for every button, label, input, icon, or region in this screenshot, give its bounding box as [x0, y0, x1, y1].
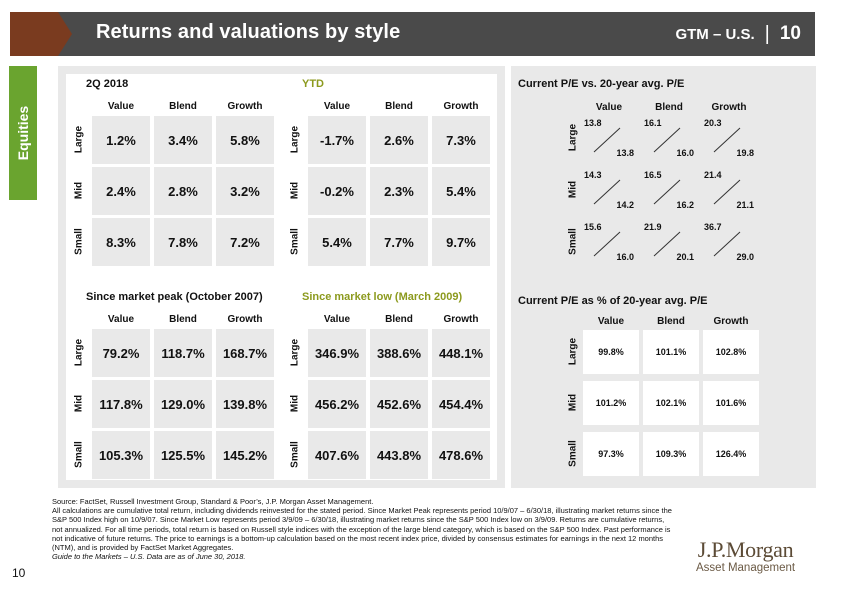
pe-pct-cell: 99.8% [583, 330, 639, 374]
footnote [52, 497, 672, 561]
pe-cell [580, 116, 638, 160]
return-cell: 2.3% [370, 167, 428, 215]
column-header: Growth [227, 101, 263, 112]
page-number: 10 [12, 566, 26, 580]
return-cell: 168.7% [216, 329, 274, 377]
row-header: Large [73, 338, 85, 367]
return-cell: 5.4% [432, 167, 490, 215]
column-header: Blend [169, 101, 197, 112]
footnote-notes: All calculations are cumulative total return, including dividends reinvested for the stated period. Since Market Peak represents period 10/9/07 – 6/30/18, illustrating market returns since the S&P 500 Index high on 10/9/07. Since Market Low represents period 3/9/09 – 6/30/18, illustrating market returns since the S&P 500 Index low on 3/9/09. Returns are cumulative returns, not annualized. For all time periods, total return is based on Russell style indices with the exception of the large blend category, which is based on the S&P 500 Index. Past performance is not indicative of future returns. The price to earnings is a bottom-up calculation based on the most recent index price, divided by consensus estimates for earnings in the next 12 months (NTM), and is provided by FactSet Market Aggregates. [52, 506, 672, 553]
pe-row-header: Large [567, 123, 579, 152]
pe-average-value: 14.2 [616, 200, 634, 210]
return-cell: 443.8% [370, 431, 428, 479]
block-title-peak: Since market peak (October 2007) [86, 291, 263, 303]
pe-current-value: 15.6 [584, 222, 602, 232]
pe-pct-row-header: Mid [567, 393, 579, 412]
return-cell: 3.2% [216, 167, 274, 215]
pe-pct-cell: 109.3% [643, 432, 699, 476]
pe-pct-cell: 97.3% [583, 432, 639, 476]
return-cell: 125.5% [154, 431, 212, 479]
return-cell: 5.4% [308, 218, 366, 266]
return-cell: 448.1% [432, 329, 490, 377]
return-cell: 105.3% [92, 431, 150, 479]
pe-pct-cell: 126.4% [703, 432, 759, 476]
pe-title: Current P/E vs. 20-year avg. P/E [518, 78, 685, 90]
column-header: Value [323, 314, 351, 325]
page-title: Returns and valuations by style [96, 21, 401, 43]
return-cell: 346.9% [308, 329, 366, 377]
return-cell: 7.3% [432, 116, 490, 164]
pe-current-value: 21.4 [704, 170, 722, 180]
pe-current-value: 20.3 [704, 118, 722, 128]
pe-average-value: 16.0 [676, 148, 694, 158]
return-cell: 129.0% [154, 380, 212, 428]
header-page-number: 10 [779, 23, 801, 44]
pe-average-value: 29.0 [736, 252, 754, 262]
pe-current-value: 16.5 [644, 170, 662, 180]
header-meta [675, 23, 801, 45]
logo-name: J.P.Morgan [697, 537, 794, 562]
column-header: Blend [385, 314, 413, 325]
row-header: Small [73, 228, 85, 255]
pe-current-value: 14.3 [584, 170, 602, 180]
row-header: Mid [289, 181, 301, 200]
pe-cell [700, 220, 758, 264]
pe-column-header: Value [595, 102, 623, 113]
return-cell: 139.8% [216, 380, 274, 428]
pe-cell [700, 168, 758, 212]
pe-pct-cell: 101.2% [583, 381, 639, 425]
block-title-ytd: YTD [302, 78, 324, 90]
return-cell: 3.4% [154, 116, 212, 164]
title-bar [10, 12, 815, 56]
pe-pct-column-header: Growth [713, 316, 749, 327]
block-title-low: Since market low (March 2009) [302, 291, 463, 303]
row-header: Mid [289, 394, 301, 413]
return-cell: 2.6% [370, 116, 428, 164]
pe-average-value: 16.0 [616, 252, 634, 262]
column-header: Blend [169, 314, 197, 325]
column-header: Value [107, 314, 135, 325]
return-cell: 2.4% [92, 167, 150, 215]
column-header: Growth [443, 101, 479, 112]
return-cell: 454.4% [432, 380, 490, 428]
return-cell: 456.2% [308, 380, 366, 428]
column-header: Growth [227, 314, 263, 325]
column-header: Growth [443, 314, 479, 325]
column-header: Value [323, 101, 351, 112]
return-cell: 388.6% [370, 329, 428, 377]
pe-pct-row-header: Small [567, 440, 579, 467]
row-header: Small [289, 441, 301, 468]
pe-cell [640, 116, 698, 160]
chevron-arrow-icon [10, 12, 72, 56]
pe-pct-cell: 102.1% [643, 381, 699, 425]
return-cell: -1.7% [308, 116, 366, 164]
row-header: Small [289, 228, 301, 255]
pe-pct-cell: 101.6% [703, 381, 759, 425]
header-separator: | [764, 23, 770, 45]
pe-cell [700, 116, 758, 160]
pe-pct-row-header: Large [567, 337, 579, 366]
pe-current-value: 16.1 [644, 118, 662, 128]
pe-current-value: 36.7 [704, 222, 722, 232]
return-cell: 8.3% [92, 218, 150, 266]
jpmorgan-logo [696, 537, 795, 574]
pe-pct-column-header: Value [597, 316, 625, 327]
pe-pct-cell: 102.8% [703, 330, 759, 374]
row-header: Large [289, 338, 301, 367]
pe-pct-title: Current P/E as % of 20-year avg. P/E [518, 295, 708, 307]
pe-row-header: Small [567, 228, 579, 255]
pe-cell [640, 168, 698, 212]
pe-average-value: 16.2 [676, 200, 694, 210]
pe-cell [580, 168, 638, 212]
pe-average-value: 21.1 [736, 200, 754, 210]
return-cell: 5.8% [216, 116, 274, 164]
pe-column-header: Blend [655, 102, 683, 113]
logo-sub: Asset Management [696, 562, 796, 574]
return-cell: 2.8% [154, 167, 212, 215]
row-header: Large [289, 125, 301, 154]
row-header: Mid [73, 181, 85, 200]
pe-average-value: 13.8 [616, 148, 634, 158]
return-cell: 145.2% [216, 431, 274, 479]
footnote-source: Source: FactSet, Russell Investment Group, Standard & Poor’s, J.P. Morgan Asset Management. [52, 497, 374, 506]
return-cell: 117.8% [92, 380, 150, 428]
return-cell: 478.6% [432, 431, 490, 479]
series-label: GTM – U.S. [675, 25, 755, 43]
column-header: Value [107, 101, 135, 112]
footnote-guide: Guide to the Markets – U.S. Data are as of June 30, 2018. [52, 552, 246, 562]
return-cell: -0.2% [308, 167, 366, 215]
pe-average-value: 19.8 [736, 148, 754, 158]
row-header: Mid [73, 394, 85, 413]
pe-average-value: 20.1 [676, 252, 694, 262]
return-cell: 7.8% [154, 218, 212, 266]
pe-cell [580, 220, 638, 264]
return-cell: 407.6% [308, 431, 366, 479]
row-header: Large [73, 125, 85, 154]
return-cell: 452.6% [370, 380, 428, 428]
block-title-q2: 2Q 2018 [86, 78, 129, 90]
equities-tab-label: Equities [15, 105, 31, 161]
pe-pct-cell: 101.1% [643, 330, 699, 374]
row-header: Small [73, 441, 85, 468]
pe-column-header: Growth [711, 102, 747, 113]
return-cell: 7.2% [216, 218, 274, 266]
return-cell: 9.7% [432, 218, 490, 266]
column-header: Blend [385, 101, 413, 112]
pe-row-header: Mid [567, 180, 579, 199]
return-cell: 79.2% [92, 329, 150, 377]
return-cell: 118.7% [154, 329, 212, 377]
equities-tab[interactable] [9, 66, 37, 200]
return-cell: 1.2% [92, 116, 150, 164]
pe-current-value: 21.9 [644, 222, 662, 232]
pe-cell [640, 220, 698, 264]
return-cell: 7.7% [370, 218, 428, 266]
pe-pct-column-header: Blend [657, 316, 685, 327]
pe-current-value: 13.8 [584, 118, 602, 128]
